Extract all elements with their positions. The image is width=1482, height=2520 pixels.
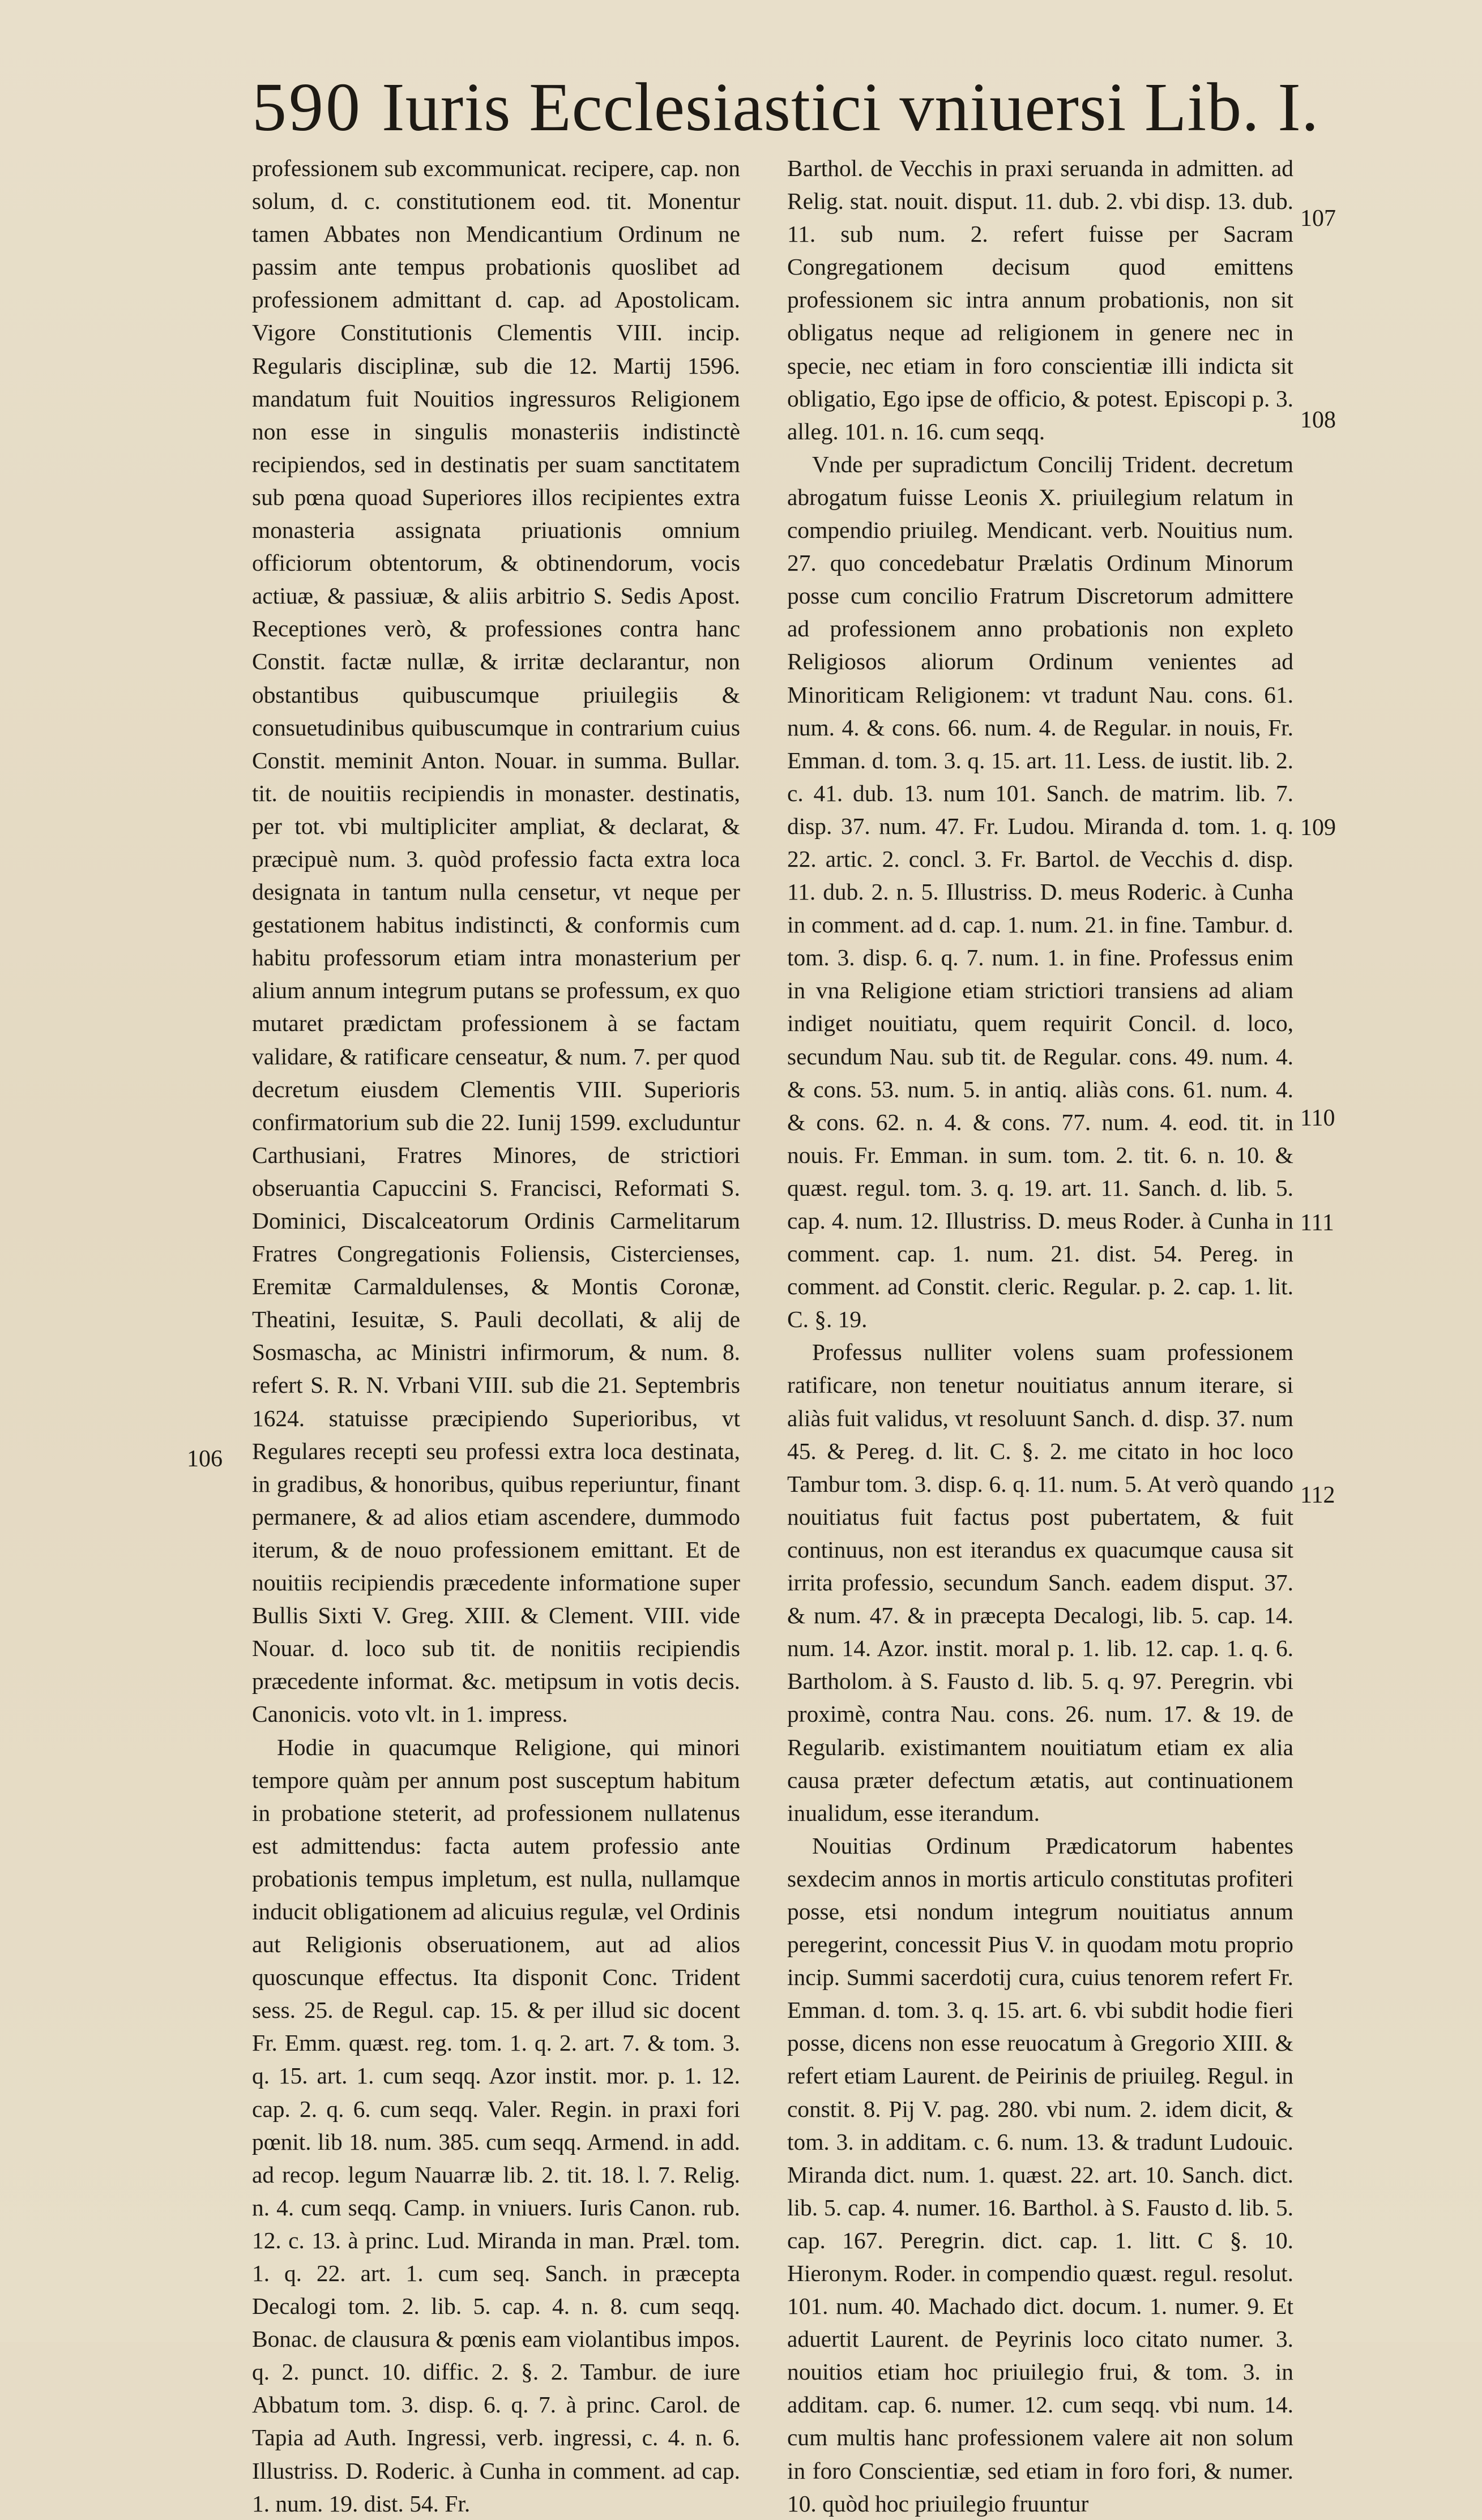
margin-number: 109 — [1300, 815, 1336, 841]
left-paragraph-1: professionem sub excommunicat. recipere, cap. non solum, d. c. constitutionem eod. tit. Monentur tamen Abbates non Mendicantium Ordinum ne passim ante tempus probationis quoslibet ad professionem admittant d. cap. ad Apostolicam. Vigore Constitutionis Clementis VIII. incip. Regularis disciplinæ, sub die 12. Martij 1596. mandatum fuit Nouitios ingressuros Religionem non esse in singulis monasteriis indistinctè recipiendos, sed in destinatis per suam sanctitatem sub pœna quoad Superiores illos recipientes extra monasteria assignata priuationis omnium officiorum obtentorum, & obtinendorum, vocis actiuæ, & passiuæ, & aliis arbitrio S. Sedis Apost. Receptiones verò, & professiones contra hanc Constit. factæ nullæ, & irritæ declarantur, non obstantibus quibuscumque priuilegiis & consuetudinibus quibuscumque in contrarium cuius Constit. meminit Anton. Nouar. in summa. Bullar. tit. de nouitiis recipiendis in monaster. destinatis, per tot. vbi multipliciter ampliat, & declarat, & præcipuè num. 3. quòd professio facta extra loca designata in tantum nulla censetur, vt neque per gestationem habitus indistincti, & conformis cum habitu professorum etiam intra monasterium per alium annum integrum putans se professum, ex quo mutaret prædictam professionem à se factam validare, & ratificare censeatur, & num. 7. per quod decretum eiusdem Clementis VIII. Superioris confirmatorium sub die 22. Iunij 1599. excluduntur Carthusiani, Fratres Minores, de strictiori obseruantia Capuccini S. Francisci, Reformati S. Dominici, Discalceatorum Ordinis Carmelitarum Fratres Congregationis Foliensis, Cistercienses, Eremitæ Carmaldulenses, & Montis Coronæ, Theatini, Iesuitæ, S. Pauli decollati, & alij de Sosmascha, ac Ministri infirmorum, & num. 8. refert S. R. N. Vrbani VIII. sub die 21. Septembris 1624. statuisse præcipiendo Superioribus, vt Regulares recepti seu professi extra loca destinata, in gradibus, & honoribus, quibus reperiuntur, finant permanere, & ad alios etiam ascendere, dummodo iterum, & de nouo professionem emittant. Et de nouitiis recipiendis præcedente informatione super Bullis Sixti V. Greg. XIII. & Clement. VIII. vide Nouar. d. loco sub tit. de nonitiis recipiendis præcedente informat. &c. metipsum in votis decis. Canonicis. voto vlt. in 1. impress. — [252, 155, 740, 1727]
page-number: 590 — [252, 69, 362, 146]
left-column — [252, 152, 740, 2520]
page-header — [252, 68, 1328, 159]
running-head: Iuris Ecclesiastici vniuersi Lib. I. — [382, 69, 1319, 146]
right-paragraph-4: Nouitias Ordinum Prædicatorum habentes sexdecim annos in mortis articulo constitutas profiteri posse, etsi nondum integrum nouitiatus annum peregerint, concessit Pius V. in quodam motu proprio incip. Summi sacerdotij cura, cuius tenorem refert Fr. Emman. d. tom. 3. q. 15. art. 6. vbi subdit hodie fieri posse, dicens non esse reuocatum à Gregorio XIII. & refert etiam Laurent. de Peirinis de priuileg. Regul. in constit. 8. Pij V. pag. 280. vbi num. 2. idem dicit, & tom. 3. in additam. c. 6. num. 13. & tradunt Ludouic. Miranda dict. num. 1. quæst. 22. art. 10. Sanch. dict. lib. 5. cap. 4. numer. 16. Barthol. à S. Fausto d. lib. 5. cap. 167. Peregrin. dict. cap. 1. litt. C §. 10. Hieronym. Roder. in compendio quæst. regul. resolut. 101. num. 40. Machado dict. docum. 1. numer. 9. Et aduertit Laurent. de Peyrinis loco citato numer. 3. nouitios etiam hoc priuilegio frui, & tom. 3. in additam. cap. 6. numer. 12. cum seqq. vbi num. 14. cum multis hanc professionem valere ait non solum in foro Conscientiæ, sed etiam in foro fori, & numer. 10. quòd hoc priuilegio fruuntur — [787, 1832, 1293, 2517]
right-paragraph-1: Barthol. de Vecchis in praxi seruanda in admitten. ad Relig. stat. nouit. disput. 11. dub. 2. vbi disp. 13. dub. 11. sub num. 2. refert fuisse per Sacram Congregationem decisum quod emittens professionem sic intra annum probationis, non sit obligatus neque ad religionem in genere nec in specie, nec etiam in foro conscientiæ illi indicta sit obligatio, Ego ipse de officio, & potest. Episcopi p. 3. alleg. 101. n. 16. cum seqq. — [787, 155, 1293, 444]
margin-number: 107 — [1300, 206, 1336, 232]
right-paragraph-3: Professus nulliter volens suam professionem ratificare, non tenetur nouitiatus annum iterare, si aliàs fuit validus, vt resoluunt Sanch. d. disp. 37. num 45. & Pereg. d. lit. C. §. 2. me citato in hoc loco Tambur tom. 3. disp. 6. q. 11. num. 5. At verò quando nouitiatus fuit factus post pubertatem, & fuit continuus, non est iterandus ex quacumque causa sit irrita professio, secundum Sanch. eadem disput. 37. & num. 47. & in præcepta Decalogi, lib. 5. cap. 14. num. 14. Azor. instit. moral p. 1. lib. 12. cap. 1. q. 6. Bartholom. à S. Fausto d. lib. 5. q. 97. Peregrin. vbi proximè, contra Nau. cons. 26. num. 17. & 19. de Regularib. existimantem nouitiatum etiam ex alia causa præter defectum ætatis, aut continuationem inualidum, esse iterandum. — [787, 1339, 1293, 1826]
margin-number: 111 — [1300, 1210, 1334, 1236]
right-column — [787, 152, 1293, 2520]
margin-number: 106 — [187, 1446, 223, 1472]
margin-number: 108 — [1300, 407, 1336, 433]
right-paragraph-2: Vnde per supradictum Concilij Trident. decretum abrogatum fuisse Leonis X. priuilegium relatum in compendio priuileg. Mendicant. verb. Nouitius num. 27. quo concedebatur Prælatis Ordinum Minorum posse cum concilio Fratrum Discretorum admittere ad professionem anno probationis non expleto Religiosos aliorum Ordinum venientes ad Minoriticam Religionem: vt tradunt Nau. cons. 61. num. 4. & cons. 66. num. 4. de Regular. in nouis, Fr. Emman. d. tom. 3. q. 15. art. 11. Less. de iustit. lib. 2. c. 41. dub. 13. num 101. Sanch. de matrim. lib. 7. disp. 37. num. 47. Fr. Ludou. Miranda d. tom. 1. q. 22. artic. 2. concl. 3. Fr. Bartol. de Vecchis d. disp. 11. dub. 2. n. 5. Illustriss. D. meus Roderic. à Cunha in comment. ad d. cap. 1. num. 21. in fine. Tambur. d. tom. 3. disp. 6. q. 7. num. 1. in fine. Professus enim in vna Religione etiam strictiori transiens ad aliam indiget nouitiatu, quem requirit Concil. d. loco, secundum Nau. sub tit. de Regular. cons. 49. num. 4. & cons. 53. num. 5. in antiq. aliàs cons. 61. num. 4. & cons. 62. n. 4. & cons. 77. num. 4. eod. tit. in nouis. Fr. Emman. in sum. tom. 2. tit. 6. n. 10. & quæst. regul. tom. 3. q. 19. art. 11. Sanch. d. lib. 5. cap. 4. num. 12. Illustriss. D. meus Roder. à Cunha in comment. cap. 1. num. 21. dist. 54. Pereg. in comment. ad Constit. cleric. Regular. p. 2. cap. 1. lit. C. §. 19. — [787, 451, 1293, 1333]
margin-number: 112 — [1300, 1482, 1335, 1508]
margin-number: 110 — [1300, 1105, 1335, 1131]
left-paragraph-2: Hodie in quacumque Religione, qui minori tempore quàm per annum post susceptum habitum in probatione steterit, ad professionem nullatenus est admittendus: facta autem professio ante probationis tempus impletum, est nulla, nullamque inducit obligationem ad alicuius regulæ, vel Ordinis aut Religionis obseruationem, aut ad alios quoscunque effectus. Ita disponit Conc. Trident sess. 25. de Regul. cap. 15. & per illud sic docent Fr. Emm. quæst. reg. tom. 1. q. 2. art. 7. & tom. 3. q. 15. art. 1. cum seqq. Azor instit. mor. p. 1. 12. cap. 2. q. 6. cum seqq. Valer. Regin. in praxi fori pœnit. lib 18. num. 385. cum seqq. Armend. in add. ad recop. legum Nauarræ lib. 2. tit. 18. l. 7. Relig. n. 4. cum seqq. Camp. in vniuers. Iuris Canon. rub. 12. c. 13. à princ. Lud. Miranda in man. Præl. tom. 1. q. 22. art. 1. cum seq. Sanch. in præcepta Decalogi tom. 2. lib. 5. cap. 4. n. 8. cum seqq. Bonac. de clausura & pœnis eam violantibus impos. q. 2. punct. 10. diffic. 2. §. 2. Tambur. de iure Abbatum tom. 3. disp. 6. q. 7. à princ. Carol. de Tapia ad Auth. Ingressi, verb. ingressi, c. 4. n. 6. Illustriss. D. Roderic. à Cunha in comment. ad cap. 1. num. 19. dist. 54. Fr. — [252, 1734, 740, 2517]
